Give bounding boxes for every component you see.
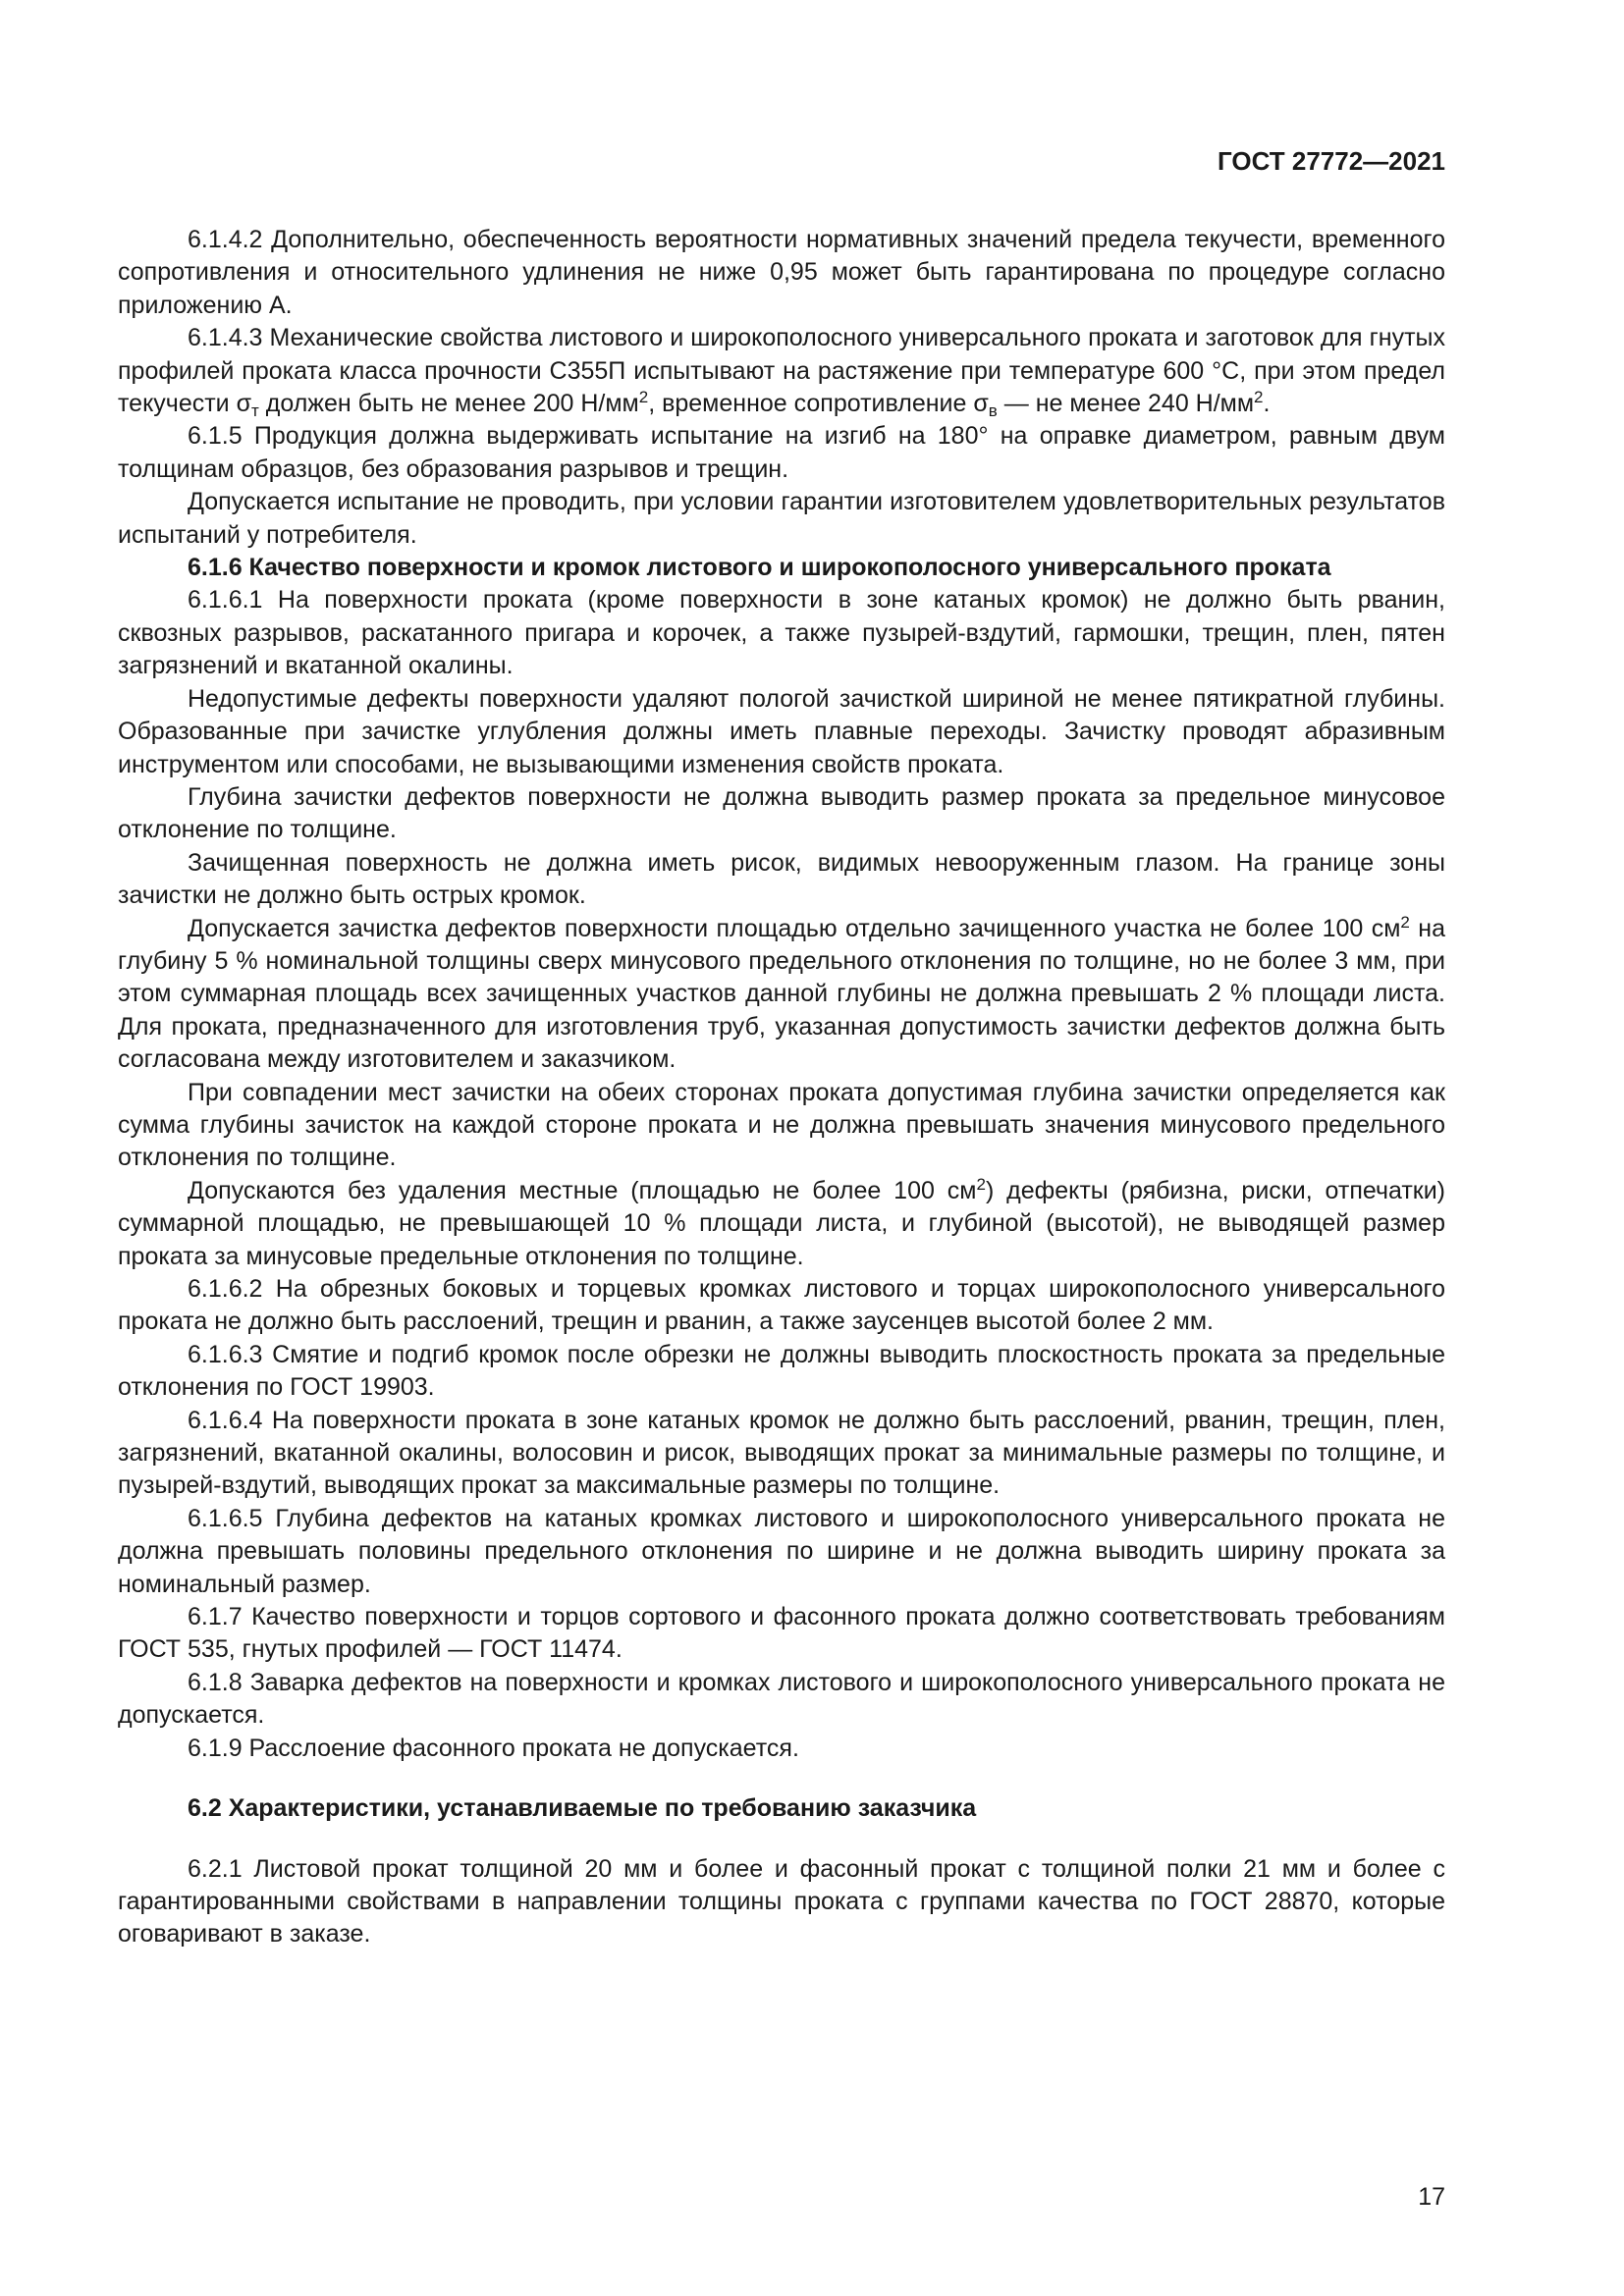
text-run: Допускается зачистка дефектов поверхности площадью отдельно зачищенного участка не более 100 см bbox=[188, 914, 1401, 942]
paragraph-6-1-6-3: 6.1.6.3 Смятие и подгиб кромок после обрезки не должны выводить плоскостность проката за предельные отклонения по ГОСТ 19903. bbox=[118, 1340, 1445, 1402]
paragraph-6-2-1: 6.2.1 Листовой прокат толщиной 20 мм и более и фасонный прокат с толщиной полки 21 мм и более с гарантированными свойствами в направлении толщины проката с группами качества по ГОСТ 28870, которые оговаривают в заказе. bbox=[118, 1854, 1445, 1949]
superscript-2: 2 bbox=[976, 1174, 986, 1194]
text-run: — не менее 240 Н/мм bbox=[997, 390, 1255, 418]
text-run: на глубину 5 % номинальной толщины сверх минусового предельного отклонения по толщине, но не более 3 мм, при этом суммарная площадь всех зачищенных участков данной глубины не должна превышать 2 % площади листа. Для проката, предназначенного для изготовления труб, указанная допустимость зачистки дефектов должна быть согласована между изготовителем и заказчиком. bbox=[118, 914, 1445, 1074]
page-number: 17 bbox=[1418, 2183, 1445, 2211]
superscript-2: 2 bbox=[638, 388, 649, 407]
text-run: должен быть не менее 200 Н/мм bbox=[258, 390, 639, 418]
subscript-t: т bbox=[251, 401, 259, 421]
paragraph-cleaned-surface: Зачищенная поверхность не должна иметь рисок, видимых невооруженным глазом. На границе зоны зачистки не должно быть острых кромок. bbox=[118, 848, 1445, 910]
paragraph-local-defects bbox=[118, 1175, 1445, 1273]
paragraph-defects-removal: Недопустимые дефекты поверхности удаляют пологой зачисткой шириной не менее пятикратной глубины. Образованные при зачистке углубления должны иметь плавные переходы. Зачистку проводят абразивным инструментом или способами, не вызывающими изменения свойств проката. bbox=[118, 684, 1445, 778]
paragraph-both-sides: При совпадении мест зачистки на обеих сторонах проката допустимая глубина зачистки определяется как сумма глубины зачисток на каждой стороне проката и не должна превышать значения минусового предельного отклонения по толщине. bbox=[118, 1078, 1445, 1172]
paragraph-6-1-4-2: 6.1.4.2 Дополнительно, обеспеченность вероятности нормативных значений предела текучести, временного сопротивления и относительного удлинения не ниже 0,95 может быть гарантирована по процедуре согласно приложению А. bbox=[118, 226, 1445, 319]
paragraph-6-1-6-1: 6.1.6.1 На поверхности проката (кроме поверхности в зоне катаных кромок) не должно быть рванин, сквозных разрывов, раскатанного пригара и корочек, а также пузырей-вздутий, гармошки, трещин, плен, пятен загрязнений и вкатанной окалины. bbox=[118, 586, 1445, 680]
paragraph-6-1-5-allowance: Допускается испытание не проводить, при условии гарантии изготовителем удовлетворительных результатов испытаний у потребителя. bbox=[118, 488, 1445, 549]
text-run: Допускаются без удаления местные (площадью не более 100 см bbox=[188, 1176, 977, 1204]
text-run: 6.1.4.3 Механические свойства листового и широкополосного универсального проката и заготовок для гнутых профилей проката класса прочности С355П испытывают на растяжение при температуре 600 °С, при этом предел текучести σ bbox=[118, 324, 1445, 418]
paragraph-6-1-8: 6.1.8 Заварка дефектов на поверхности и кромках листового и широкополосного универсального проката не допускается. bbox=[118, 1668, 1445, 1730]
paragraph-6-1-6-4: 6.1.6.4 На поверхности проката в зоне катаных кромок не должно быть расслоений, рванин, трещин, плен, загрязнений, вкатанной окалины, волосовин и рисок, выводящих прокат за минимальные размеры по толщине, и пузырей-вздутий, выводящих прокат за максимальные размеры по толщине. bbox=[118, 1406, 1445, 1500]
text-run: , временное сопротивление σ bbox=[648, 390, 989, 418]
paragraph-6-1-6-2: 6.1.6.2 На обрезных боковых и торцевых кромках листового и торцах широкополосного универсального проката не должно быть расслоений, трещин и рванин, а также заусенцев высотой более 2 мм. bbox=[118, 1275, 1445, 1336]
text-run: ) дефекты (рябизна, риски, отпечатки) суммарной площадью, не превышающей 10 % площади листа, и глубиной (высотой), не выводящей размер проката за минусовые предельные отклонения по толщине. bbox=[118, 1176, 1445, 1270]
paragraph-6-1-6-5: 6.1.6.5 Глубина дефектов на катаных кромках листового и широкополосного универсального проката не должна превышать половины предельного отклонения по ширине и не должна выводить ширину проката за номинальный размер. bbox=[118, 1504, 1445, 1598]
superscript-2: 2 bbox=[1254, 388, 1264, 407]
text-run: . bbox=[1263, 390, 1271, 418]
standard-designation: ГОСТ 27772—2021 bbox=[1218, 146, 1445, 176]
superscript-2: 2 bbox=[1400, 912, 1410, 932]
subscript-v: в bbox=[988, 401, 998, 421]
paragraph-6-1-9: 6.1.9 Расслоение фасонного проката не допускается. bbox=[188, 1734, 799, 1762]
paragraph-6-1-4-3 bbox=[118, 322, 1445, 420]
paragraph-6-1-5: 6.1.5 Продукция должна выдерживать испытание на изгиб на 180° на оправке диаметром, равным двум толщинам образцов, без образования разрывов и трещин. bbox=[118, 422, 1445, 483]
heading-6-1-6: 6.1.6 Качество поверхности и кромок листового и широкополосного универсального проката bbox=[188, 554, 1331, 582]
paragraph-6-1-7: 6.1.7 Качество поверхности и торцов сортового и фасонного проката должно соответствовать требованиям ГОСТ 535, гнутых профилей — ГОСТ 11474. bbox=[118, 1603, 1445, 1664]
paragraph-cleaning-depth: Глубина зачистки дефектов поверхности не должна выводить размер проката за предельное минусовое отклонение по толщине. bbox=[118, 782, 1445, 844]
document-body bbox=[118, 224, 1445, 1951]
heading-6-2: 6.2 Характеристики, устанавливаемые по требованию заказчика bbox=[188, 1794, 977, 1823]
paragraph-allowed-cleaning bbox=[118, 913, 1445, 1077]
